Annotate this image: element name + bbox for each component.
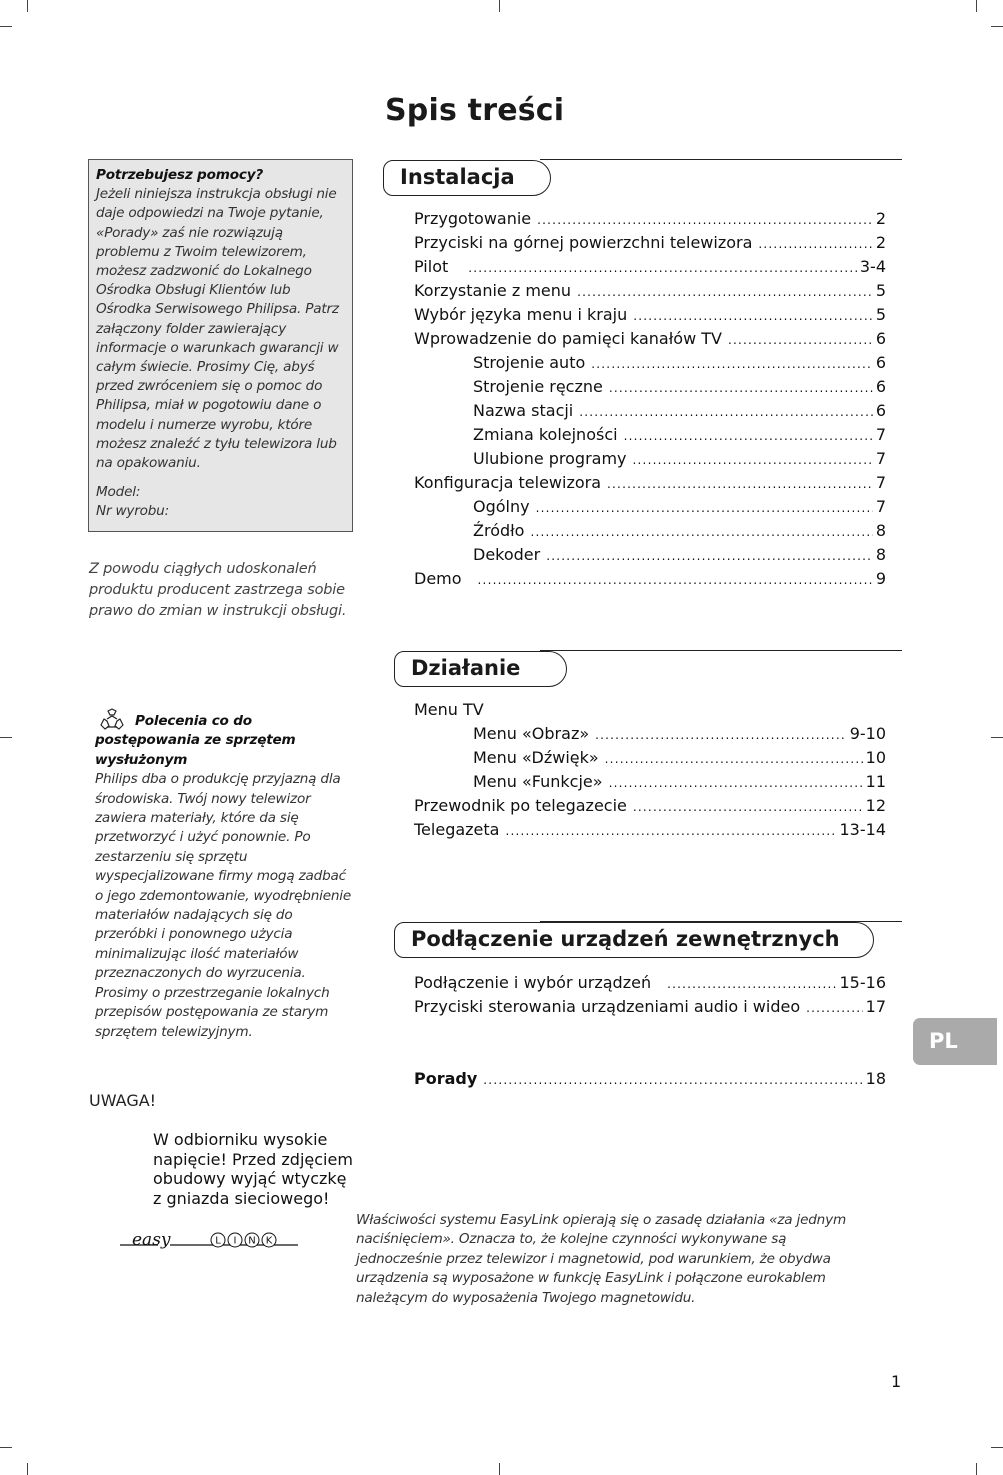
toc-entry[interactable] — [414, 1069, 886, 1090]
toc-leader — [483, 1070, 862, 1090]
toc-entry[interactable] — [473, 425, 886, 446]
toc-label: Nazwa stacji — [473, 401, 574, 420]
warning-label: UWAGA! — [89, 1091, 157, 1110]
crop-mark — [499, 1463, 500, 1475]
help-heading: Potrzebujesz pomocy? — [96, 167, 264, 183]
toc-page: 13-14 — [839, 820, 886, 839]
toc-label: Przyciski na górnej powierzchni telewizora — [414, 233, 753, 252]
toc-entry[interactable] — [473, 353, 886, 374]
toc-label: Menu «Dźwięk» — [473, 748, 599, 767]
toc-leader — [595, 725, 847, 745]
language-tab: PL — [913, 1018, 997, 1065]
toc-leader — [633, 450, 873, 470]
toc-page: 6 — [875, 353, 886, 372]
recycling-block — [95, 707, 357, 1042]
toc-entry[interactable] — [473, 724, 886, 745]
toc-page: 15-16 — [839, 973, 886, 992]
toc-page: 7 — [875, 449, 886, 468]
toc-page: 12 — [865, 796, 886, 815]
toc-page: 7 — [875, 425, 886, 444]
toc-page: 7 — [875, 473, 886, 492]
toc-label: Strojenie ręczne — [473, 377, 603, 396]
easylink-logo-letter: I — [233, 1235, 237, 1247]
toc-leader — [667, 974, 836, 994]
toc-entry[interactable] — [414, 820, 886, 841]
toc-leader — [591, 354, 873, 374]
toc-label: Zmiana kolejności — [473, 425, 618, 444]
crop-mark — [27, 0, 28, 12]
toc-entry[interactable] — [473, 748, 886, 769]
toc-label: Przewodnik po telegazecie — [414, 796, 627, 815]
section-title-instalacja: Instalacja — [383, 160, 551, 196]
toc-entry[interactable] — [414, 233, 886, 254]
section-rule — [540, 159, 902, 160]
toc-entry[interactable] — [414, 796, 886, 817]
page-number: 1 — [891, 1372, 902, 1391]
toc-label: Źródło — [473, 521, 525, 540]
help-serial-label: Nr wyrobu: — [96, 503, 169, 520]
toc-entry[interactable] — [473, 449, 886, 470]
toc-label: Dekoder — [473, 545, 541, 564]
toc-leader — [468, 258, 857, 278]
recycle-icon — [99, 708, 125, 732]
toc-label: Menu «Obraz» — [473, 724, 590, 743]
toc-leader — [633, 797, 863, 817]
toc-label: Menu TV — [414, 700, 484, 719]
toc-page: 7 — [875, 497, 886, 516]
toc-label: Korzystanie z menu — [414, 281, 572, 300]
crop-mark — [991, 737, 1003, 738]
toc-entry[interactable] — [414, 209, 886, 230]
toc-label: Telegazeta — [414, 820, 500, 839]
crop-mark — [991, 1447, 1003, 1448]
crop-mark — [976, 1463, 977, 1475]
crop-mark — [0, 26, 12, 27]
crop-mark — [499, 0, 500, 12]
toc-leader — [609, 378, 873, 398]
toc-page: 8 — [875, 545, 886, 564]
toc-label: Menu «Funkcje» — [473, 772, 603, 791]
toc-label: Przyciski sterowania urządzeniami audio i wideo — [414, 997, 801, 1016]
toc-leader — [546, 546, 873, 566]
toc-page: 11 — [865, 772, 886, 791]
toc-page: 3-4 — [859, 257, 886, 276]
help-text: Jeżeli niniejsza instrukcja obsługi nie daje odpowiedzi na Twoje pytanie, «Porady» zaś nie rozwiązują problemu z Twoim telewizorem, możesz zadzwonić do Lokalnego Ośrodka Obsługi Klientów lub Ośrodka Serwisowego Philipsa. Patrz załączony folder zawierający informacje o warunkach gwarancji w całym świecie. Prosimy Cię, abyś przed zwróceniem się o pomoc do Philipsa, miał w pogotowiu dane o modelu i numerze wyrobu, które możesz znaleźć z tyłu telewizora lub na opakowaniu. — [96, 186, 339, 472]
easylink-logo-letter: N — [248, 1235, 256, 1247]
section-title-dzialanie: Działanie — [394, 651, 567, 687]
toc-entry[interactable] — [414, 569, 886, 590]
toc-entry[interactable] — [414, 973, 886, 994]
toc-page: 17 — [865, 997, 886, 1016]
toc-page: 9 — [875, 569, 886, 588]
toc-label: Pilot — [414, 257, 449, 276]
toc-leader — [728, 330, 873, 350]
toc-leader — [536, 498, 873, 518]
toc-label: Ogólny — [473, 497, 530, 516]
toc-leader — [624, 426, 873, 446]
toc-entry[interactable] — [414, 281, 886, 302]
recycling-heading: Polecenia co do postępowania ze sprzętem wysłużonym — [95, 713, 296, 768]
toc-entry[interactable] — [414, 329, 886, 350]
easylink-note: Właściwości systemu EasyLink opierają się o zasadę działania «za jednym naciśnięciem». Oznacza to, że kolejne czynności wykonywane są jednocześnie przez telewizor i magnetowid, pod warunkiem, że obydwa urządzenia są wyposażone w funkcję EasyLink i połączone eurokablem należącym do wyposażenia Twojego magnetowidu. — [356, 1212, 846, 1306]
toc-entry[interactable] — [473, 497, 886, 518]
toc-label: Ulubione programy — [473, 449, 627, 468]
toc-page: 18 — [865, 1069, 886, 1088]
recycling-text: Philips dba o produkcję przyjazną dla środowiska. Twój nowy telewizor zawiera materiały, które da się przetworzyć i użyć ponownie. Po zestarzeniu się sprzętu wyspecjalizowane firmy mogą zadbać o jego zdemontowanie, wyodrębnienie materiałów nadających się do przeróbki i ponownego użycia minimalizując ilość materiałów przeznaczonych do wyrzucenia. Prosimy o przestrzeganie lokalnych przepisów postępowania ze starym sprzętem telewizyjnym. — [95, 771, 352, 1040]
help-model-label: Model: — [96, 484, 141, 501]
toc-page: 10 — [865, 748, 886, 767]
crop-mark — [991, 26, 1003, 27]
toc-label: Przygotowanie — [414, 209, 532, 228]
toc-leader — [478, 570, 873, 590]
toc-page: 5 — [875, 281, 886, 300]
help-box — [88, 159, 353, 532]
easylink-logo-letter: L — [215, 1235, 221, 1247]
toc-leader — [758, 234, 872, 254]
toc-leader — [537, 210, 873, 230]
toc-entry[interactable] — [414, 257, 886, 278]
toc-label: Demo — [414, 569, 462, 588]
toc-page: 5 — [875, 305, 886, 324]
toc-entry[interactable] — [473, 521, 886, 542]
toc-page: 6 — [875, 377, 886, 396]
improvement-note: Z powodu ciągłych udoskonaleń produktu producent zastrzega sobie prawo do zmian w instrukcji obsługi. — [89, 561, 347, 619]
toc-label: Podłączenie i wybór urządzeń — [414, 973, 652, 992]
toc-label: Konfiguracja telewizora — [414, 473, 602, 492]
toc-leader — [577, 282, 873, 302]
toc-entry[interactable] — [414, 997, 886, 1018]
toc-page: 8 — [875, 521, 886, 540]
toc-label: Wybór języka menu i kraju — [414, 305, 628, 324]
toc-entry[interactable] — [473, 772, 886, 793]
crop-mark — [976, 0, 977, 12]
page-title: Spis treści — [385, 93, 565, 128]
easylink-logo-script: easy — [132, 1230, 171, 1250]
toc-leader — [530, 522, 872, 542]
easylink-logo — [120, 1228, 298, 1254]
easylink-logo-letter: K — [265, 1235, 273, 1247]
toc-entry[interactable] — [414, 305, 886, 326]
toc-entry[interactable] — [473, 401, 886, 422]
toc-leader — [505, 821, 836, 841]
crop-mark — [27, 1463, 28, 1475]
toc-label: Wprowadzenie do pamięci kanałów TV — [414, 329, 722, 348]
toc-page: 9-10 — [849, 724, 886, 743]
warning-text: W odbiorniku wysokie napięcie! Przed zdjęciem obudowy wyjąć wtyczkę z gniazda sieciowego! — [153, 1130, 353, 1208]
toc-entry[interactable] — [473, 545, 886, 566]
toc-label: Porady — [414, 1069, 478, 1088]
toc-page: 6 — [875, 329, 886, 348]
toc-entry[interactable] — [473, 377, 886, 398]
section-rule — [540, 650, 902, 651]
crop-mark — [0, 1447, 12, 1448]
toc-leader — [806, 998, 863, 1018]
toc-leader — [609, 773, 863, 793]
crop-mark — [0, 737, 12, 738]
toc-subheading — [414, 700, 886, 720]
toc-page: 2 — [875, 233, 886, 252]
toc-page: 6 — [875, 401, 886, 420]
toc-leader — [633, 306, 873, 326]
section-title-podlaczenie: Podłączenie urządzeń zewnętrznych — [394, 922, 874, 958]
toc-leader — [605, 749, 863, 769]
toc-label: Strojenie auto — [473, 353, 586, 372]
toc-leader — [579, 402, 873, 422]
toc-page: 2 — [875, 209, 886, 228]
toc-leader — [607, 474, 873, 494]
toc-entry[interactable] — [414, 473, 886, 494]
